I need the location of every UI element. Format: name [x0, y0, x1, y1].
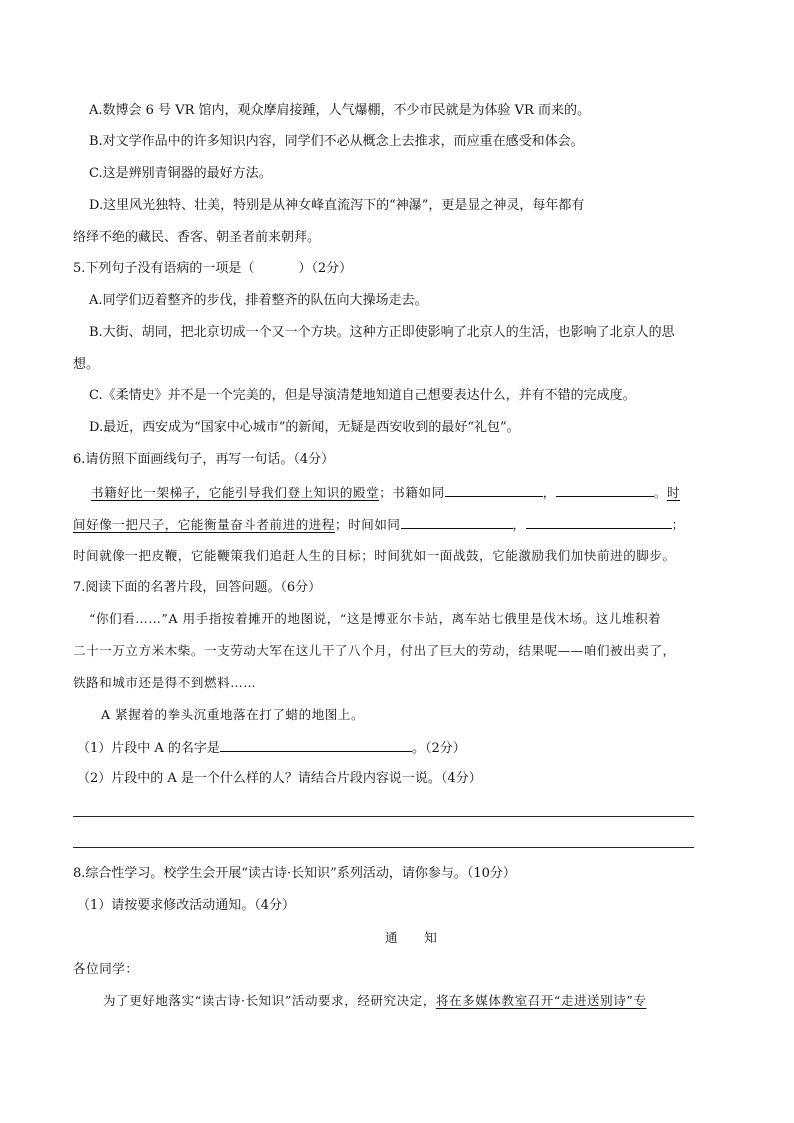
q7-stem: 7.阅读下面的名著片段，回答问题。（6分）: [73, 580, 322, 595]
q5-stem-score: ）（2分）: [298, 261, 353, 276]
q5-option-a: A.同学们迈着整齐的步伐，排着整齐的队伍向大操场走去。: [89, 293, 428, 308]
notice-title: 通 知: [385, 930, 438, 945]
q7-answer-line-2[interactable]: [73, 847, 694, 848]
q8-stem: 8.综合性学习。校学生会开展“读古诗·长知识”系列活动，请你参与。（10分）: [73, 866, 516, 881]
q6-model-sentence-2-start: 时: [666, 485, 681, 500]
q7-answer-blank[interactable]: [220, 737, 412, 752]
q8-sub1: （1）请按要求修改活动通知。（4分）: [77, 898, 296, 913]
q4-option-b: B.对文学作品中的许多知识内容，同学们不必从概念上去推求，而应重在感受和体会。: [89, 134, 584, 149]
q6-blank-3[interactable]: [401, 514, 513, 529]
q5-stem: [73, 259, 352, 279]
q7-answer-line-1[interactable]: [73, 816, 694, 817]
q6-blank-4[interactable]: [526, 514, 672, 529]
q6-line2: 间好像一把尺子，它能衡量奋斗者前进的进程；时间如同 ， ；: [73, 514, 685, 535]
notice-salutation: 各位同学：: [73, 961, 139, 976]
q7-passage-line4: A 紧握着的拳头沉重地落在打了蜡的地图上。: [101, 707, 365, 722]
notice-underlined-sentence: 将在多媒体教室召开“走进送别诗”专: [435, 993, 647, 1008]
q6-line1: 书籍好比一架梯子，它能引导我们登上知识的殿堂；书籍如同 ， 。时: [91, 482, 680, 503]
q5-stem-text: 5.下列句子没有语病的一项是（: [73, 261, 255, 276]
q6-model-sentence-2: 间好像一把尺子，它能衡量奋斗者前进的进程: [73, 517, 336, 532]
q4-option-d-line2: 络绎不绝的藏民、香客、朝圣者前来朝拜。: [73, 230, 321, 245]
q7-sub1: （1）片段中 A 的名字是 。（2分）: [77, 737, 466, 759]
q7-sub2: （2）片段中的 A 是一个什么样的人？请结合片段内容说一说。（4分）: [77, 771, 482, 786]
q7-passage-line2: 二十一万立方米木柴。一支劳动大军在这儿干了八个月，付出了巨大的劳动，结果呢——咱们被出卖了，: [73, 643, 676, 658]
q5-option-d: D.最近，西安成为“国家中心城市”的新闻，无疑是西安收到的最好“礼包”。: [89, 420, 520, 435]
notice-body-line1: 为了更好地落实“读古诗·长知识”活动要求，经研究决定，将在多媒体教室召开“走进送别诗”专: [103, 993, 647, 1008]
q7-passage-line3: 铁路和城市还是得不到燃料……: [73, 675, 257, 690]
q5-option-c: C.《柔情史》并不是一个完美的，但是导演清楚地知道自己想要表达什么，并有不错的完成度。: [89, 388, 636, 403]
q6-stem: 6.请仿照下面画线句子，再写一句话。（4分）: [73, 452, 335, 467]
q4-option-c: C.这是辨别青铜器的最好方法。: [89, 166, 272, 181]
q4-option-a: A.数博会 6 号 VR 馆内，观众摩肩接踵，人气爆棚，不少市民就是为体验 VR 而来的。: [89, 103, 590, 118]
q7-passage-line1: “你们看……”A 用手指按着摊开的地图说，“这是博亚尔卡站，离车站七俄里是伐木场。这儿堆积着: [89, 611, 662, 626]
q5-option-b-line2: 想。: [73, 357, 100, 372]
q6-blank-2[interactable]: [556, 482, 654, 497]
q4-option-d-line1: D.这里风光独特、壮美，特别是从神女峰直流泻下的“神瀑”，更是显之神灵，每年都有: [89, 198, 585, 213]
q6-blank-1[interactable]: [445, 482, 543, 497]
q6-model-sentence-1: 书籍好比一架梯子，它能引导我们登上知识的殿堂: [91, 485, 380, 500]
q5-option-b-line1: B.大街、胡同，把北京切成一个又一个方块。这种方正即使影响了北京人的生活，也影响了北京人的思: [89, 325, 675, 340]
q6-line3: 时间就像一把皮鞭，它能鞭策我们追赶人生的目标；时间犹如一面战鼓，它能激励我们加快前进的脚步。: [73, 548, 676, 563]
